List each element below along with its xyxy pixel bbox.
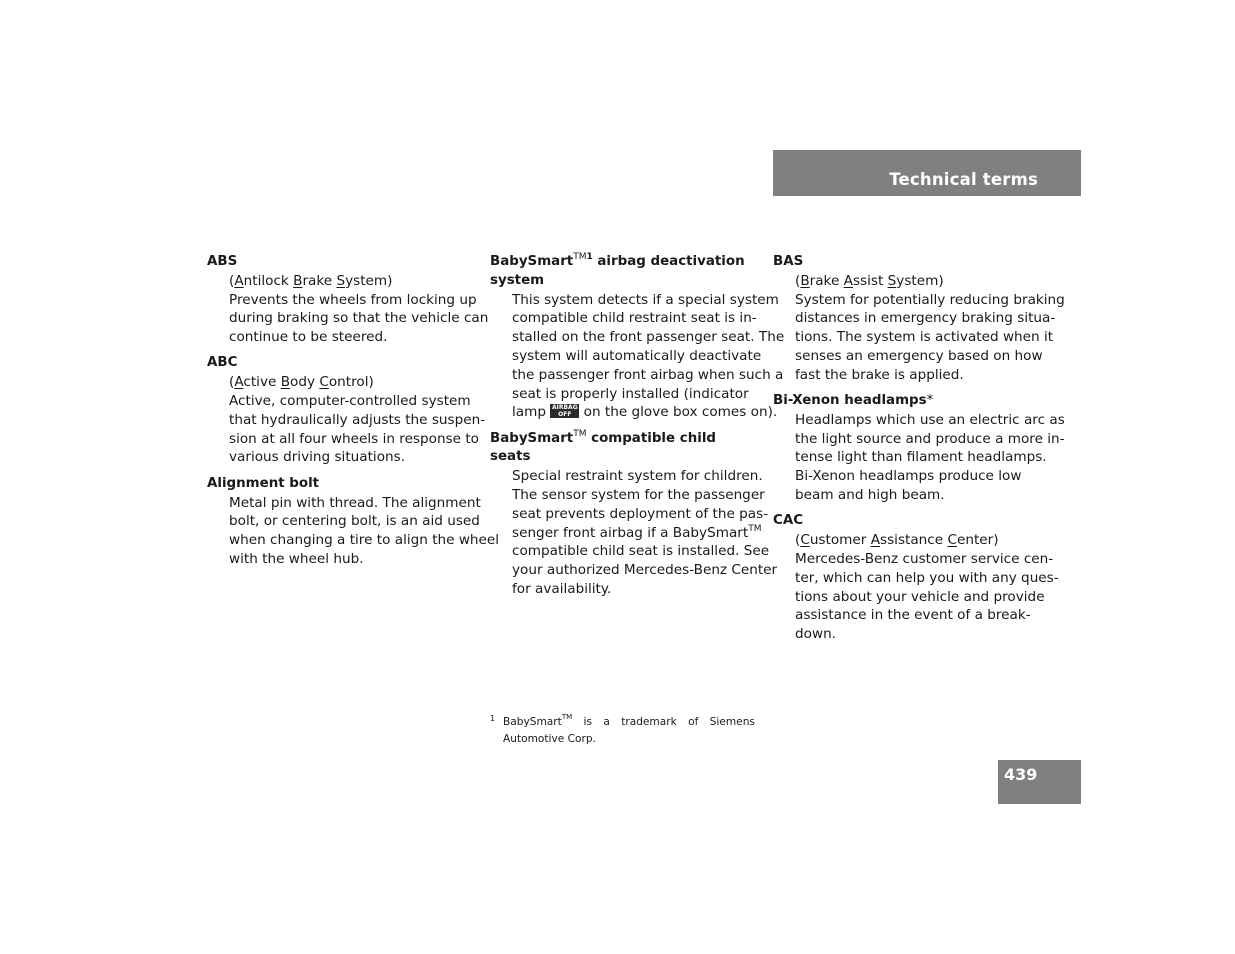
expansion-bas: (Brake Assist System) (795, 272, 944, 289)
entry-bas (773, 253, 1065, 385)
definition-line: your authorized Mercedes-Benz Center (512, 562, 778, 579)
footnote-mark: 1 (490, 714, 496, 723)
definition-line: seat prevents deployment of the pas- (512, 505, 769, 522)
definition-line: Active, computer-controlled system (229, 393, 471, 410)
page-number-box (998, 760, 1081, 804)
definition-line: tions. The system is activated when it (795, 329, 1054, 346)
page-number: 439 (1004, 765, 1038, 784)
definition-line: lamp AIRBAG OFF on the glove box comes on). (512, 404, 778, 421)
term-bas: BAS (773, 254, 804, 269)
section-header (773, 150, 1081, 196)
definition-line: down. (795, 626, 837, 643)
entry-alignment-bolt (207, 475, 500, 569)
definition-line: tions about your vehicle and provide (795, 588, 1045, 605)
footnote (490, 714, 755, 747)
footnote-line-1: BabySmart™ is a trademark of Siemens (503, 713, 755, 728)
option-star: * (926, 393, 934, 409)
definition-line: continue to be steered. (229, 329, 388, 346)
definition-line: The sensor system for the passenger (512, 487, 765, 504)
definition-line: with the wheel hub. (229, 550, 364, 567)
term-alignment-bolt: Alignment bolt (207, 475, 320, 491)
definition-line: compatible child restraint seat is in- (512, 310, 757, 327)
column-middle (490, 252, 785, 606)
entry-babysmart-seats (490, 428, 778, 599)
definition-line: system will automatically deactivate (512, 347, 762, 364)
definition-line: sion at all four wheels in response to (229, 430, 479, 447)
definition-line: fast the brake is applied. (795, 366, 964, 383)
term-abs: ABS (207, 254, 238, 269)
definition-line: Special restraint system for children. (512, 468, 763, 485)
section-title: Technical terms (889, 170, 1038, 189)
column-left (207, 253, 500, 576)
definition-line: Metal pin with thread. The alignment (229, 494, 481, 511)
term-babysmart-airbag: BabySmart$^{TM1}$ airbag deactivation (490, 252, 745, 269)
definition-line: This system detects if a special system (512, 291, 779, 308)
definition-line: assistance in the event of a break- (795, 607, 1031, 624)
definition-line: stalled on the front passenger seat. The (512, 329, 785, 346)
definition-line: compatible child seat is installed. See (512, 543, 770, 560)
expansion-abs: (Antilock Brake System) (229, 272, 393, 289)
definition-line: ter, which can help you with any ques- (795, 569, 1059, 586)
definition-line: senses an emergency based on how (795, 347, 1043, 364)
definition-line: the light source and produce a more in- (795, 430, 1065, 447)
term-babysmart-seats: BabySmart™ compatible child seats (490, 428, 716, 465)
column-right (773, 253, 1065, 651)
airbag-off-lamp-icon: AIRBAG OFF (551, 404, 578, 419)
definition-line: tense light than filament headlamps. (795, 449, 1047, 466)
definition-line: during braking so that the vehicle can (229, 310, 489, 327)
definition-line: bolt, or centering bolt, is an aid used (229, 513, 480, 530)
definition-line: seat is properly installed (indicator (512, 385, 749, 402)
definition-line: for availability. (512, 581, 612, 598)
definition-line: Mercedes-Benz customer service cen- (795, 550, 1054, 567)
entry-abc (207, 354, 486, 467)
definition-line: System for potentially reducing braking (795, 291, 1065, 308)
entry-bi-xenon (773, 392, 1065, 505)
term-babysmart-airbag-cont: system (490, 272, 545, 288)
definition-line: various driving situations. (229, 449, 406, 466)
definition-line: Prevents the wheels from locking up (229, 291, 477, 308)
definition-line: that hydraulically adjusts the suspen- (229, 411, 486, 428)
term-cac: CAC (773, 513, 804, 529)
term-bi-xenon: Bi-Xenon headlamps* (773, 393, 934, 409)
entry-abs (207, 253, 489, 347)
definition-line: beam and high beam. (795, 487, 945, 504)
entry-babysmart-airbag (490, 252, 785, 422)
entry-cac (773, 512, 1059, 644)
definition-line: distances in emergency braking situa- (795, 310, 1056, 327)
expansion-cac: (Customer Assistance Center) (795, 532, 999, 549)
footnote-line-2: Automotive Corp. (503, 732, 596, 745)
definition-line: Bi-Xenon headlamps produce low (795, 468, 1022, 485)
definition-line: the passenger front airbag when such a (512, 366, 784, 383)
definition-line: senger front airbag if a BabySmart™ (512, 523, 762, 541)
definition-line: Headlamps which use an electric arc as (795, 411, 1065, 428)
definition-line: when changing a tire to align the wheel (229, 532, 500, 549)
expansion-abc: (Active Body Control) (229, 374, 374, 391)
term-abc: ABC (207, 355, 238, 371)
